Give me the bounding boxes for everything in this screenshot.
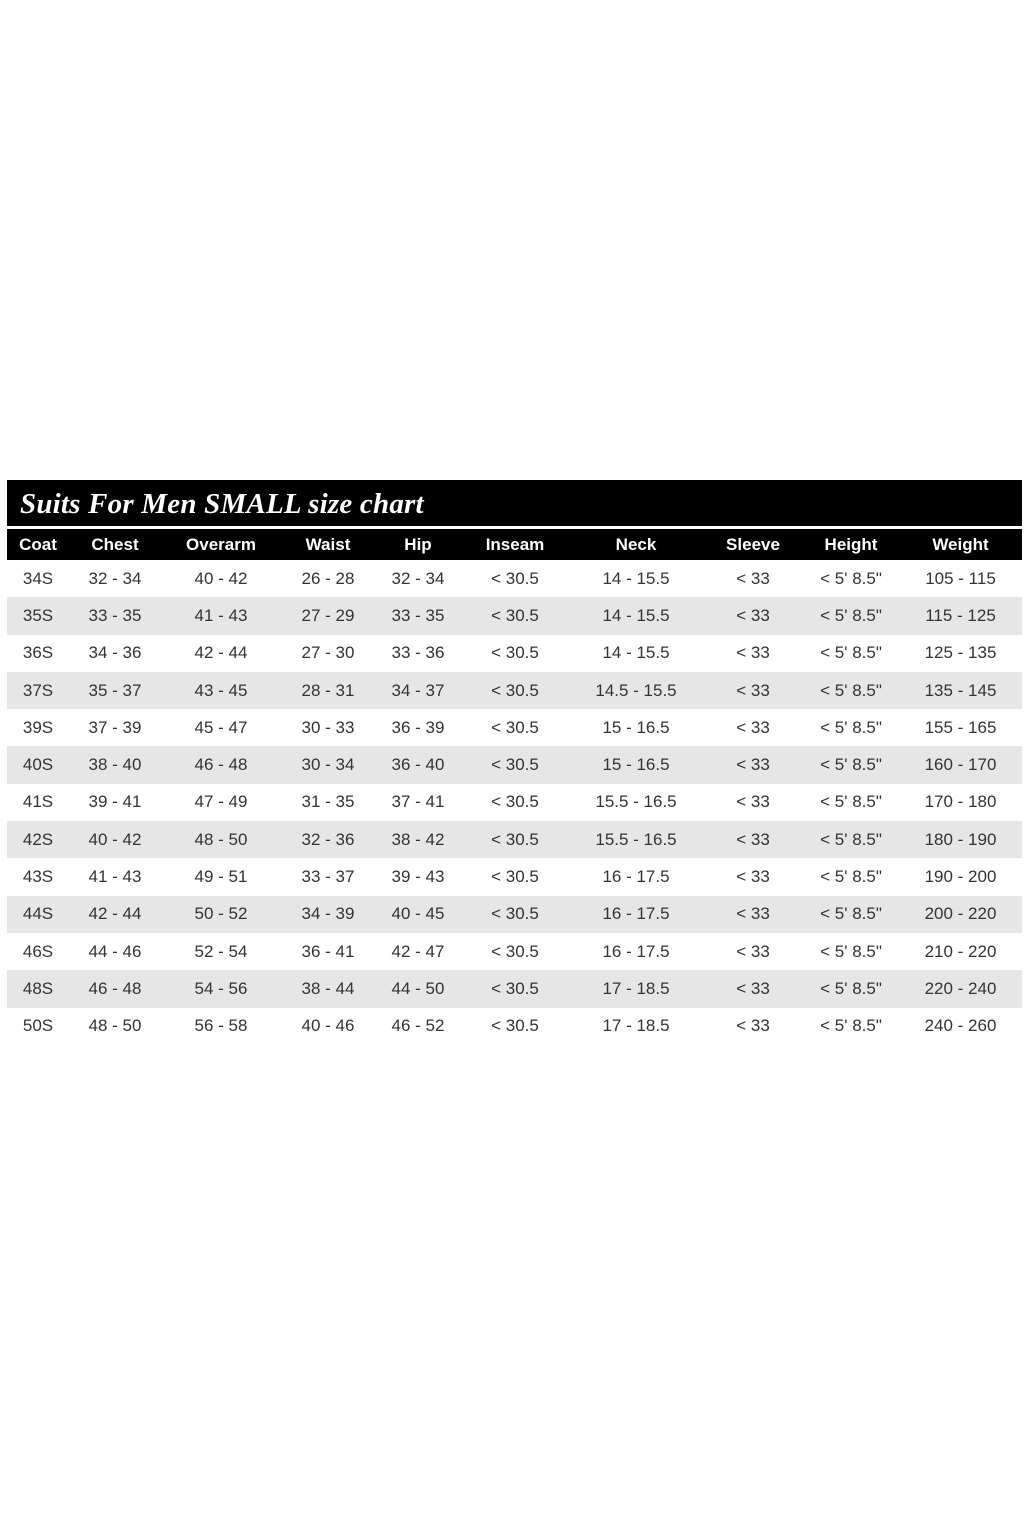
cell-overarm: 54 - 56 bbox=[194, 978, 248, 998]
cell-hip: 37 - 41 bbox=[391, 792, 445, 812]
table-row bbox=[7, 1008, 1022, 1045]
cell-height: < 5' 8.5" bbox=[820, 978, 882, 998]
cell-sleeve: < 33 bbox=[736, 643, 770, 663]
cell-weight: 220 - 240 bbox=[924, 978, 997, 998]
size-chart bbox=[7, 480, 1022, 1045]
cell-inseam: < 30.5 bbox=[491, 829, 539, 849]
cell-weight: 160 - 170 bbox=[924, 755, 997, 775]
column-header-overarm: Overarm bbox=[186, 534, 256, 554]
cell-overarm: 52 - 54 bbox=[194, 941, 248, 961]
table-row bbox=[7, 560, 1022, 597]
cell-height: < 5' 8.5" bbox=[820, 680, 882, 700]
column-header-waist: Waist bbox=[305, 534, 351, 554]
cell-hip: 33 - 35 bbox=[391, 605, 445, 625]
cell-overarm: 50 - 52 bbox=[194, 904, 248, 924]
cell-height: < 5' 8.5" bbox=[820, 755, 882, 775]
cell-sleeve: < 33 bbox=[736, 829, 770, 849]
cell-hip: 36 - 40 bbox=[391, 755, 445, 775]
cell-height: < 5' 8.5" bbox=[820, 867, 882, 887]
cell-waist: 28 - 31 bbox=[301, 680, 355, 700]
cell-neck: 17 - 18.5 bbox=[602, 978, 670, 998]
cell-chest: 40 - 42 bbox=[88, 829, 142, 849]
cell-inseam: < 30.5 bbox=[491, 904, 539, 924]
cell-neck: 15 - 16.5 bbox=[602, 755, 670, 775]
cell-chest: 39 - 41 bbox=[88, 792, 142, 812]
header-row bbox=[7, 529, 1022, 560]
cell-weight: 200 - 220 bbox=[924, 904, 997, 924]
cell-sleeve: < 33 bbox=[736, 605, 770, 625]
cell-sleeve: < 33 bbox=[736, 1016, 770, 1036]
column-header-weight: Weight bbox=[932, 534, 989, 554]
cell-height: < 5' 8.5" bbox=[820, 1016, 882, 1036]
cell-hip: 42 - 47 bbox=[391, 941, 445, 961]
cell-hip: 38 - 42 bbox=[391, 829, 445, 849]
cell-sleeve: < 33 bbox=[736, 978, 770, 998]
cell-weight: 155 - 165 bbox=[924, 717, 997, 737]
cell-inseam: < 30.5 bbox=[491, 568, 539, 588]
cell-chest: 35 - 37 bbox=[88, 680, 142, 700]
cell-neck: 16 - 17.5 bbox=[602, 904, 670, 924]
cell-height: < 5' 8.5" bbox=[820, 568, 882, 588]
cell-coat: 39S bbox=[22, 717, 54, 737]
cell-weight: 105 - 115 bbox=[925, 568, 996, 588]
cell-overarm: 49 - 51 bbox=[194, 867, 248, 887]
cell-neck: 17 - 18.5 bbox=[602, 1016, 670, 1036]
cell-waist: 27 - 30 bbox=[301, 643, 355, 663]
cell-waist: 40 - 46 bbox=[301, 1016, 355, 1036]
cell-chest: 41 - 43 bbox=[88, 867, 142, 887]
cell-coat: 44S bbox=[22, 904, 54, 924]
cell-weight: 115 - 125 bbox=[925, 605, 996, 625]
cell-inseam: < 30.5 bbox=[491, 867, 539, 887]
cell-chest: 38 - 40 bbox=[88, 755, 142, 775]
cell-sleeve: < 33 bbox=[736, 792, 770, 812]
cell-waist: 26 - 28 bbox=[301, 568, 355, 588]
cell-height: < 5' 8.5" bbox=[820, 792, 882, 812]
chart-title: Suits For Men SMALL size chart bbox=[20, 488, 424, 520]
cell-waist: 32 - 36 bbox=[301, 829, 355, 849]
cell-sleeve: < 33 bbox=[736, 568, 770, 588]
column-header-sleeve: Sleeve bbox=[726, 534, 780, 554]
cell-sleeve: < 33 bbox=[736, 755, 770, 775]
table-row bbox=[7, 746, 1022, 783]
cell-inseam: < 30.5 bbox=[491, 1016, 539, 1036]
column-header-hip: Hip bbox=[404, 534, 432, 554]
cell-neck: 14 - 15.5 bbox=[602, 568, 670, 588]
cell-waist: 36 - 41 bbox=[301, 941, 355, 961]
cell-sleeve: < 33 bbox=[736, 680, 770, 700]
cell-inseam: < 30.5 bbox=[491, 643, 539, 663]
cell-overarm: 40 - 42 bbox=[194, 568, 248, 588]
cell-waist: 31 - 35 bbox=[301, 792, 355, 812]
cell-inseam: < 30.5 bbox=[491, 717, 539, 737]
cell-coat: 42S bbox=[22, 829, 54, 849]
table-row bbox=[7, 672, 1022, 709]
cell-waist: 38 - 44 bbox=[301, 978, 355, 998]
cell-coat: 34S bbox=[22, 568, 54, 588]
cell-neck: 16 - 17.5 bbox=[602, 867, 670, 887]
cell-neck: 14 - 15.5 bbox=[602, 605, 670, 625]
column-header-chest: Chest bbox=[91, 534, 139, 554]
cell-weight: 135 - 145 bbox=[924, 680, 997, 700]
cell-hip: 34 - 37 bbox=[391, 680, 445, 700]
table-row bbox=[7, 858, 1022, 895]
cell-chest: 48 - 50 bbox=[88, 1016, 142, 1036]
cell-hip: 40 - 45 bbox=[391, 904, 445, 924]
column-header-height: Height bbox=[824, 534, 878, 554]
cell-weight: 180 - 190 bbox=[924, 829, 997, 849]
cell-weight: 170 - 180 bbox=[924, 792, 997, 812]
cell-chest: 34 - 36 bbox=[88, 643, 142, 663]
cell-inseam: < 30.5 bbox=[491, 680, 539, 700]
cell-overarm: 56 - 58 bbox=[194, 1016, 248, 1036]
cell-hip: 46 - 52 bbox=[391, 1016, 445, 1036]
cell-overarm: 48 - 50 bbox=[194, 829, 248, 849]
cell-chest: 46 - 48 bbox=[88, 978, 142, 998]
cell-overarm: 47 - 49 bbox=[194, 792, 248, 812]
cell-neck: 16 - 17.5 bbox=[602, 941, 670, 961]
cell-waist: 30 - 34 bbox=[301, 755, 355, 775]
cell-chest: 32 - 34 bbox=[88, 568, 142, 588]
cell-neck: 15.5 - 16.5 bbox=[595, 792, 677, 812]
cell-sleeve: < 33 bbox=[736, 717, 770, 737]
cell-waist: 33 - 37 bbox=[301, 867, 355, 887]
table-row bbox=[7, 896, 1022, 933]
cell-hip: 36 - 39 bbox=[391, 717, 445, 737]
cell-inseam: < 30.5 bbox=[491, 792, 539, 812]
table-row bbox=[7, 709, 1022, 746]
cell-hip: 33 - 36 bbox=[391, 643, 445, 663]
cell-sleeve: < 33 bbox=[736, 941, 770, 961]
cell-inseam: < 30.5 bbox=[491, 605, 539, 625]
cell-hip: 32 - 34 bbox=[391, 568, 445, 588]
table-body bbox=[7, 560, 1022, 1045]
cell-height: < 5' 8.5" bbox=[820, 941, 882, 961]
cell-coat: 48S bbox=[22, 978, 54, 998]
cell-overarm: 46 - 48 bbox=[194, 755, 248, 775]
cell-coat: 43S bbox=[22, 867, 54, 887]
cell-chest: 44 - 46 bbox=[88, 941, 142, 961]
cell-coat: 35S bbox=[22, 605, 54, 625]
column-header-neck: Neck bbox=[615, 534, 657, 554]
cell-coat: 36S bbox=[22, 643, 54, 663]
cell-neck: 15.5 - 16.5 bbox=[595, 829, 677, 849]
cell-overarm: 41 - 43 bbox=[194, 605, 248, 625]
cell-hip: 44 - 50 bbox=[391, 978, 445, 998]
cell-neck: 14 - 15.5 bbox=[602, 643, 670, 663]
table-row bbox=[7, 933, 1022, 970]
table-row bbox=[7, 597, 1022, 634]
cell-weight: 210 - 220 bbox=[924, 941, 997, 961]
cell-waist: 34 - 39 bbox=[301, 904, 355, 924]
cell-coat: 50S bbox=[22, 1016, 54, 1036]
cell-overarm: 43 - 45 bbox=[194, 680, 248, 700]
cell-waist: 30 - 33 bbox=[301, 717, 355, 737]
column-header-coat: Coat bbox=[19, 534, 57, 554]
cell-inseam: < 30.5 bbox=[491, 978, 539, 998]
size-table bbox=[7, 529, 1022, 1045]
cell-height: < 5' 8.5" bbox=[820, 643, 882, 663]
cell-neck: 15 - 16.5 bbox=[602, 717, 670, 737]
cell-sleeve: < 33 bbox=[736, 904, 770, 924]
cell-height: < 5' 8.5" bbox=[820, 717, 882, 737]
cell-coat: 41S bbox=[22, 792, 54, 812]
table-row bbox=[7, 970, 1022, 1007]
cell-height: < 5' 8.5" bbox=[820, 829, 882, 849]
cell-height: < 5' 8.5" bbox=[820, 904, 882, 924]
title-bar bbox=[7, 480, 1022, 526]
cell-waist: 27 - 29 bbox=[301, 605, 355, 625]
cell-weight: 190 - 200 bbox=[924, 867, 997, 887]
cell-weight: 240 - 260 bbox=[924, 1016, 997, 1036]
cell-chest: 42 - 44 bbox=[88, 904, 142, 924]
table-row bbox=[7, 821, 1022, 858]
column-header-inseam: Inseam bbox=[485, 534, 545, 554]
table-row bbox=[7, 635, 1022, 672]
cell-coat: 37S bbox=[22, 680, 54, 700]
cell-hip: 39 - 43 bbox=[391, 867, 445, 887]
cell-overarm: 45 - 47 bbox=[194, 717, 248, 737]
cell-height: < 5' 8.5" bbox=[820, 605, 882, 625]
cell-weight: 125 - 135 bbox=[924, 643, 997, 663]
cell-coat: 40S bbox=[22, 755, 54, 775]
cell-chest: 37 - 39 bbox=[88, 717, 142, 737]
cell-inseam: < 30.5 bbox=[491, 941, 539, 961]
cell-sleeve: < 33 bbox=[736, 867, 770, 887]
cell-chest: 33 - 35 bbox=[88, 605, 142, 625]
cell-overarm: 42 - 44 bbox=[194, 643, 248, 663]
cell-coat: 46S bbox=[22, 941, 54, 961]
table-header bbox=[7, 529, 1022, 560]
cell-neck: 14.5 - 15.5 bbox=[595, 680, 677, 700]
table-row bbox=[7, 784, 1022, 821]
cell-inseam: < 30.5 bbox=[491, 755, 539, 775]
